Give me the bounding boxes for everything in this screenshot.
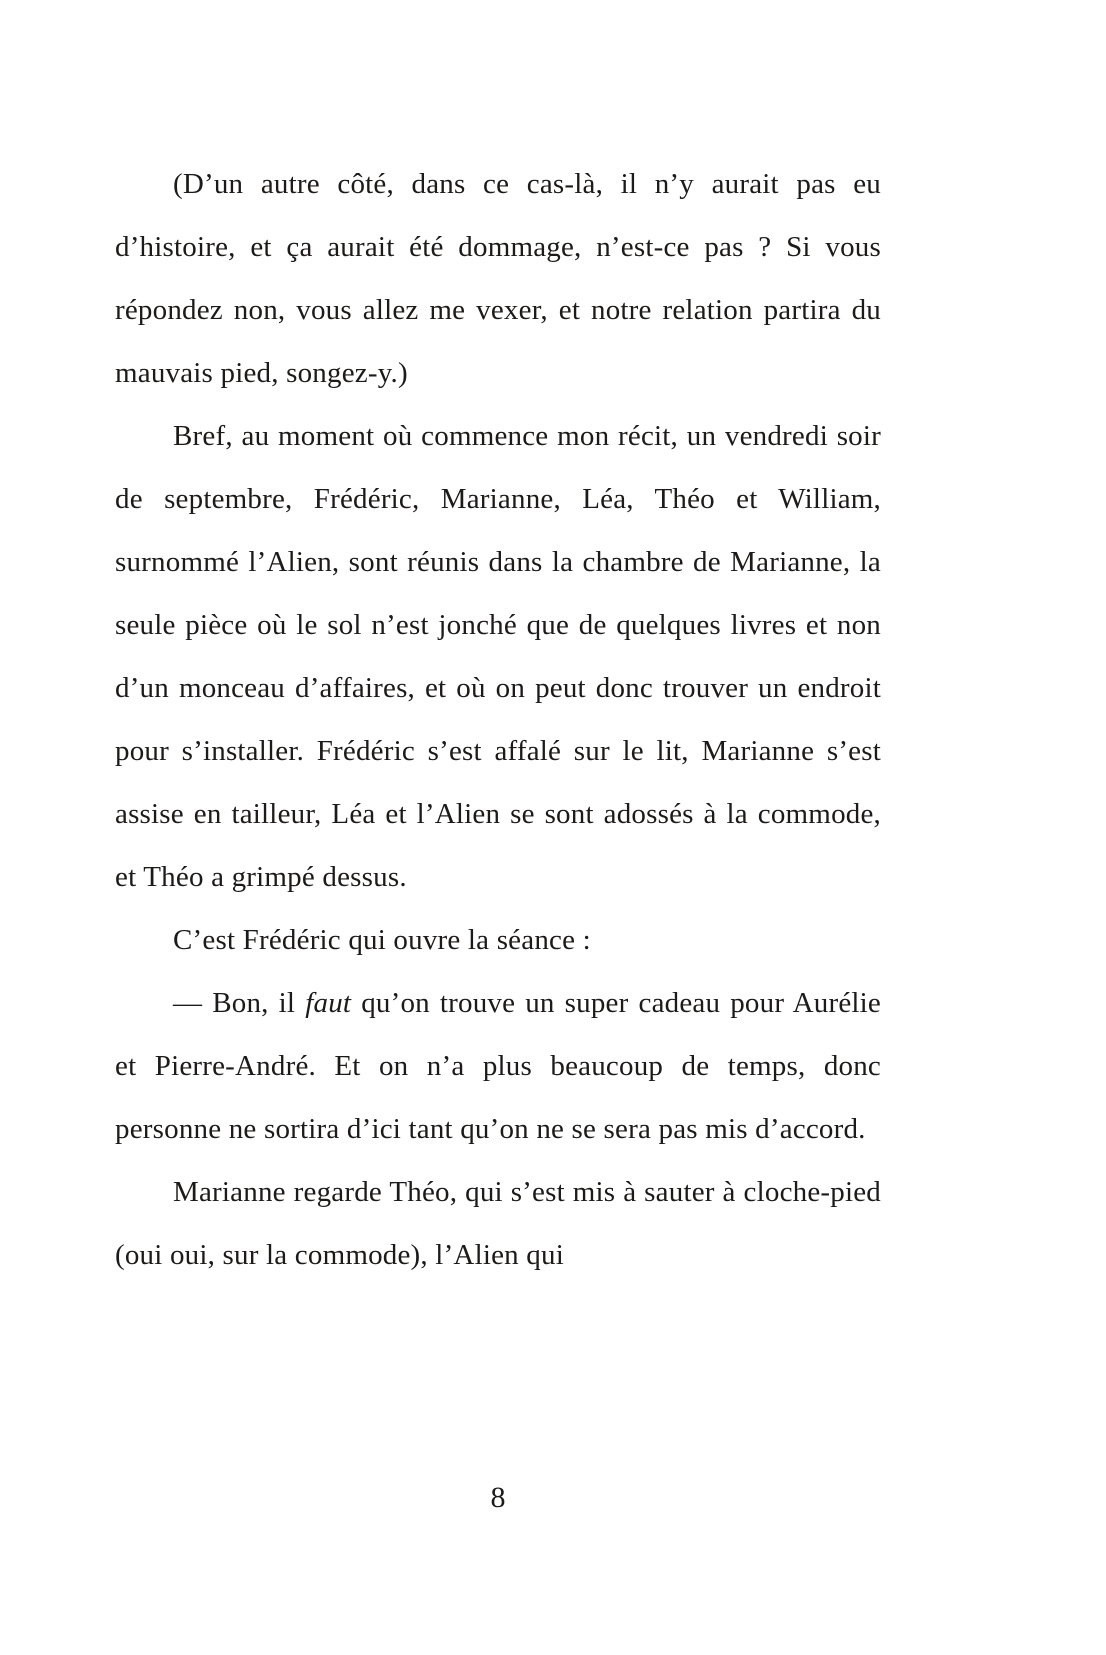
dialogue-text: qu’on trouve un super cadeau pour Aurélie et Pierre-André. Et on n’a plus beaucoup de temps, donc personne ne sortira d’ici tant qu’on ne se sera pas mis d’accord. <box>115 987 881 1145</box>
paragraph-text: Bref, au moment où commence mon récit, un vendredi soir de septembre, Frédéric, Marianne, Léa, Théo et William, surnommé l’Alien, sont réunis dans la chambre de Marianne, la seule pièce où le sol n’est jonché que de quelques livres et non d’un monceau d’affaires, et où on peut donc trouver un endroit pour s’installer. Frédéric s’est affalé sur le lit, Marianne s’est assise en tailleur, Léa et l’Alien se sont adossés à la commode, et Théo a grimpé dessus. <box>115 420 881 893</box>
paragraph-text: Marianne regarde Théo, qui s’est mis à sauter à cloche-pied (oui oui, sur la commode), l’Alien qui <box>115 1176 881 1271</box>
paragraph <box>115 909 881 972</box>
dialogue-text: — Bon, il <box>173 987 306 1019</box>
paragraph <box>115 405 881 909</box>
paragraph-text: C’est Frédéric qui ouvre la séance : <box>173 924 591 956</box>
paragraph <box>115 153 881 405</box>
text-block <box>115 153 881 1287</box>
paragraph-text: (D’un autre côté, dans ce cas-là, il n’y aurait pas eu d’histoire, et ça aurait été dommage, n’est-ce pas ? Si vous répondez non, vous allez me vexer, et notre relation partira du mauvais pied, songez-y.) <box>115 168 881 389</box>
paragraph <box>115 1161 881 1287</box>
paragraph-dialogue <box>115 972 881 1161</box>
dialogue-emphasis: faut <box>305 987 352 1019</box>
page-number: 8 <box>490 1481 506 1514</box>
